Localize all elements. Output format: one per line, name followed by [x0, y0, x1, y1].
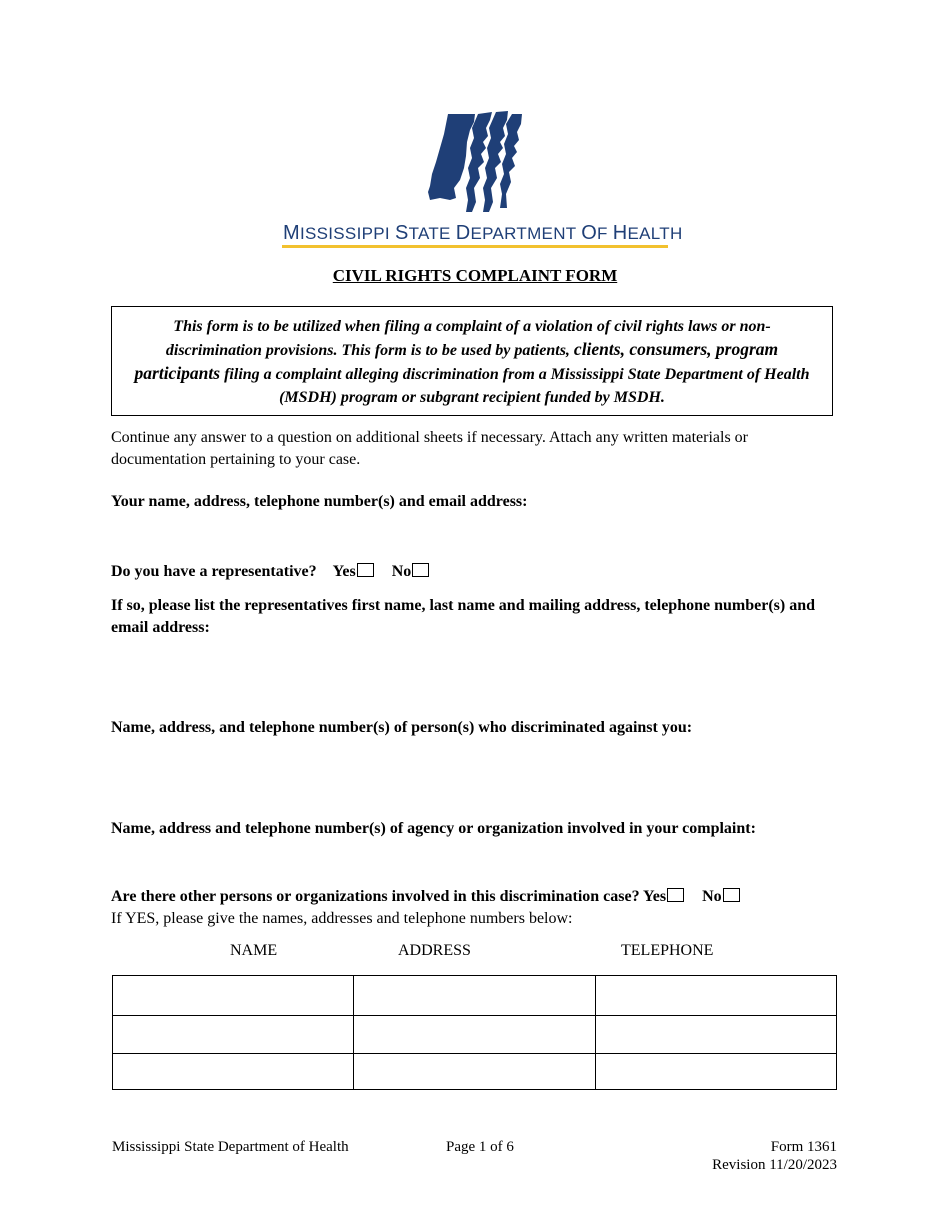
column-header-address: ADDRESS: [398, 942, 471, 959]
intro-text-1: This form is to be utilized when filing a complaint of a violation of civil rights laws or non-discrimination provisions. This form is to be used by patients,: [165, 318, 771, 359]
name-cell[interactable]: [113, 976, 354, 1016]
msdh-logo-graphic: [420, 108, 660, 220]
address-cell[interactable]: [354, 1016, 595, 1054]
others-yes-checkbox[interactable]: [667, 888, 684, 902]
other-parties-table: [112, 975, 837, 1090]
table-row: [113, 976, 837, 1016]
address-cell[interactable]: [354, 1054, 595, 1090]
rep-yes-label: Yes: [332, 563, 356, 580]
intro-text-2: clients, consumers, program participants: [134, 339, 779, 383]
form-title: CIVIL RIGHTS COMPLAINT FORM: [332, 266, 618, 285]
column-header-telephone: TELEPHONE: [621, 942, 714, 959]
telephone-cell[interactable]: [595, 1054, 836, 1090]
rep-no-checkbox[interactable]: [412, 563, 429, 577]
question-rep-details: If so, please list the representatives first name, last name and mailing address, telephone number(s) and email address:: [111, 597, 815, 636]
telephone-cell[interactable]: [595, 976, 836, 1016]
agency-logo-wordmark: MISSISSIPPI STATE DEPARTMENT OF HEALTH: [283, 222, 683, 244]
others-no-checkbox[interactable]: [723, 888, 740, 902]
table-row: [113, 1054, 837, 1090]
rep-yes-checkbox[interactable]: [357, 563, 374, 577]
table-row: [113, 1016, 837, 1054]
representative-label: Do you have a representative?: [111, 563, 317, 580]
rep-no-label: No: [391, 563, 412, 580]
address-cell[interactable]: [354, 976, 595, 1016]
others-instruction: If YES, please give the names, addresses and telephone numbers below:: [111, 910, 573, 927]
question-your-info: Your name, address, telephone number(s) and email address:: [111, 493, 528, 510]
others-label: Are there other persons or organizations involved in this discrimination case?: [111, 888, 640, 905]
footer-form-number: Form 1361: [770, 1139, 837, 1155]
question-discriminator: Name, address, and telephone number(s) of person(s) who discriminated against you:: [111, 719, 693, 736]
footer-org: Mississippi State Department of Health: [112, 1139, 349, 1155]
question-others: [111, 886, 841, 908]
profile-face-3: [500, 114, 522, 208]
logo-gold-rule: [282, 245, 668, 248]
others-no-label: No: [702, 888, 722, 905]
others-yes-label: Yes: [643, 888, 667, 905]
instructions-text: Continue any answer to a question on additional sheets if necessary. Attach any written materials or documentation pertaining to your case.: [111, 429, 749, 468]
question-agency: Name, address and telephone number(s) of agency or organization involved in your complaint:: [111, 820, 756, 837]
column-header-name: NAME: [230, 942, 278, 959]
footer-form-info: [712, 1138, 837, 1174]
telephone-cell[interactable]: [595, 1016, 836, 1054]
footer-revision: Revision 11/20/2023: [712, 1157, 837, 1173]
name-cell[interactable]: [113, 1054, 354, 1090]
question-representative: [111, 561, 841, 583]
intro-notice-box: [111, 306, 833, 416]
name-cell[interactable]: [113, 1016, 354, 1054]
footer-page-number: Page 1 of 6: [446, 1139, 514, 1155]
intro-text-3: filing a complaint alleging discrimination from a Mississippi State Department of Health (MSDH) program or subgrant recipient funded by MSDH.: [220, 366, 810, 406]
